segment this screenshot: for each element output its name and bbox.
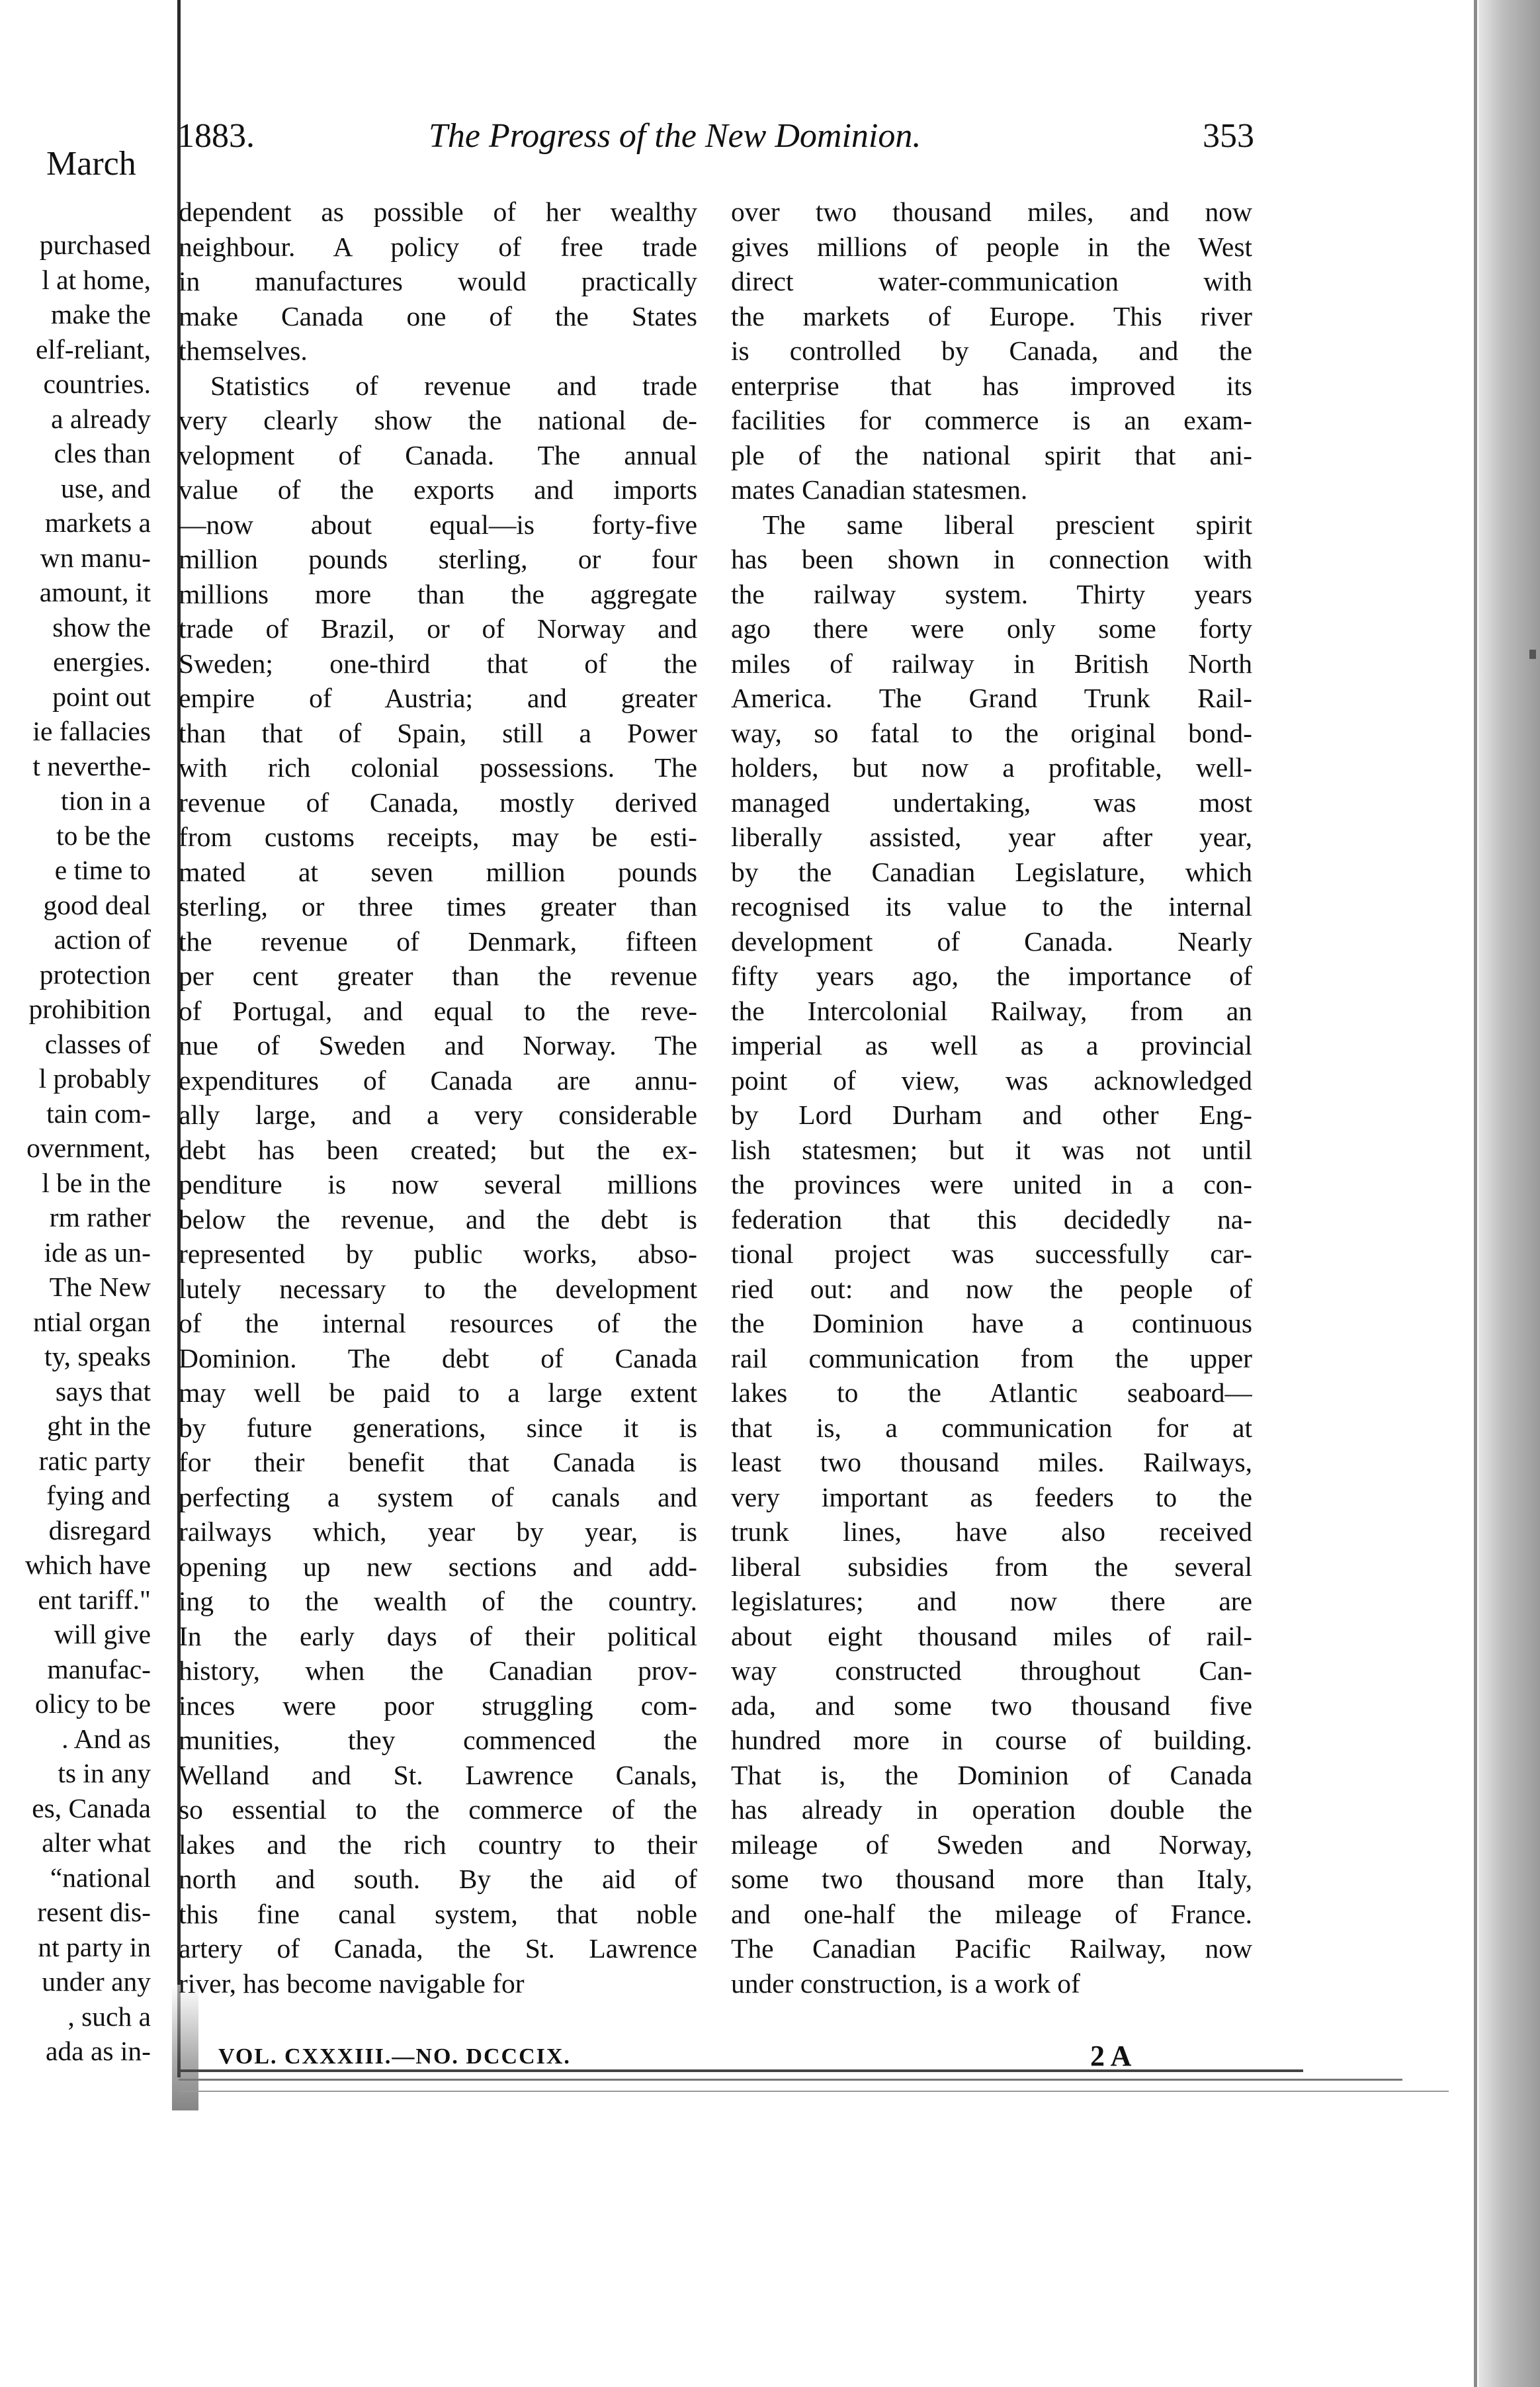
- volume-signature: VOL. CXXXIII.—NO. DCCCIX.: [218, 2044, 571, 2069]
- text-line: ie fallacies: [32, 716, 151, 746]
- text-line: value of the exports and imports: [179, 474, 697, 505]
- text-line: , such a: [67, 2001, 151, 2032]
- text-line: elf-reliant,: [36, 333, 151, 365]
- text-line: enterprise that has improved its: [731, 370, 1252, 401]
- text-line: managed undertaking, was most: [731, 787, 1252, 818]
- edge-mark: [1529, 650, 1536, 659]
- text-line: cles than: [54, 438, 151, 468]
- text-line: tion in a: [60, 785, 151, 816]
- text-line: some two thousand more than Italy,: [731, 1864, 1252, 1894]
- text-line: “national: [50, 1862, 151, 1893]
- text-line: that is, a communication for at: [731, 1412, 1252, 1443]
- text-line: show the: [52, 611, 151, 642]
- signature-mark: 2 A: [1090, 2040, 1132, 2072]
- text-line: ally large, and a very considerable: [179, 1100, 697, 1130]
- text-line: than that of Spain, still a Power: [179, 717, 697, 748]
- text-line: ratic party: [38, 1445, 151, 1476]
- running-head-title: The Progress of the New Dominion.: [429, 117, 921, 155]
- text-line: liberal subsidies from the several: [731, 1551, 1252, 1582]
- text-line: tional project was successfully car-: [731, 1238, 1252, 1269]
- text-line: disregard: [48, 1514, 151, 1545]
- text-line: ple of the national spirit that ani-: [731, 439, 1252, 470]
- text-line: l be in the: [42, 1167, 151, 1198]
- text-line: hundred more in course of building.: [731, 1725, 1252, 1755]
- text-line: has already in operation double the: [731, 1794, 1252, 1825]
- text-column-left: [179, 195, 697, 2001]
- text-line: themselves.: [179, 335, 308, 366]
- text-line: is controlled by Canada, and the: [731, 335, 1252, 366]
- text-line: sterling, or three times greater than: [179, 891, 697, 922]
- text-line: ty, speaks: [44, 1341, 151, 1371]
- text-line: to be the: [56, 820, 151, 851]
- text-line: ried out: and now the people of: [731, 1273, 1252, 1304]
- text-line: gives millions of people in the West: [731, 231, 1252, 262]
- text-line: least two thousand miles. Railways,: [731, 1447, 1252, 1477]
- text-line: munities, they commenced the: [179, 1725, 697, 1755]
- text-line: which have: [24, 1549, 151, 1580]
- text-column-right: [731, 195, 1252, 2001]
- text-line: millions more than the aggregate: [179, 578, 697, 609]
- text-line: point out: [52, 681, 151, 712]
- facing-page-text-fragment: [0, 228, 151, 2069]
- text-line: railways which, year by year, is: [179, 1516, 697, 1547]
- running-head: [177, 116, 1254, 163]
- text-line: river, has become navigable for: [179, 1968, 525, 1999]
- text-line: Sweden; one-third that of the: [179, 648, 697, 679]
- text-line: trunk lines, have also received: [731, 1516, 1252, 1547]
- text-line: perfecting a system of canals and: [179, 1481, 697, 1512]
- text-line: The same liberal prescient spirit: [763, 509, 1252, 540]
- text-line: ide as un-: [44, 1237, 151, 1268]
- text-line: lakes and the rich country to their: [179, 1829, 697, 1860]
- text-line: ing to the wealth of the country.: [179, 1586, 697, 1616]
- text-line: this fine canal system, that noble: [179, 1898, 697, 1929]
- text-line: rail communication from the upper: [731, 1342, 1252, 1373]
- text-line: manufac-: [47, 1653, 151, 1684]
- text-line: expenditures of Canada are annu-: [179, 1064, 697, 1096]
- text-line: so essential to the commerce of the: [179, 1794, 697, 1825]
- text-line: below the revenue, and the debt is: [179, 1203, 697, 1235]
- text-line: the Intercolonial Railway, from an: [731, 995, 1252, 1026]
- text-line: north and south. By the aid of: [179, 1864, 697, 1894]
- text-line: liberally assisted, year after year,: [731, 822, 1252, 852]
- text-line: debt has been created; but the ex-: [179, 1134, 697, 1165]
- text-line: of the internal resources of the: [179, 1308, 697, 1338]
- text-line: make Canada one of the States: [179, 300, 697, 331]
- text-line: alter what: [42, 1827, 151, 1858]
- text-line: velopment of Canada. The annual: [179, 439, 697, 470]
- text-line: ada, and some two thousand five: [731, 1690, 1252, 1721]
- text-line: make the: [51, 299, 151, 329]
- page-bottom-edge: [179, 2091, 1449, 2092]
- text-line: ts in any: [58, 1758, 151, 1788]
- text-line: neighbour. A policy of free trade: [179, 231, 697, 262]
- text-line: recognised its value to the internal: [731, 891, 1252, 922]
- text-line: revenue of Canada, mostly derived: [179, 787, 697, 818]
- text-line: mates Canadian statesmen.: [731, 474, 1028, 505]
- text-line: fifty years ago, the importance of: [731, 961, 1252, 991]
- text-line: lakes to the Atlantic seaboard—: [731, 1377, 1252, 1408]
- text-line: penditure is now several millions: [179, 1169, 697, 1199]
- text-line: imperial as well as a provincial: [731, 1030, 1252, 1061]
- text-line: rm rather: [49, 1202, 151, 1233]
- text-line: resent dis-: [37, 1897, 151, 1927]
- text-line: classes of: [44, 1028, 151, 1059]
- text-line: —now about equal—is forty-five: [179, 509, 697, 540]
- text-line: . And as: [62, 1723, 151, 1754]
- text-line: wn manu-: [40, 542, 151, 573]
- text-line: ent tariff.": [38, 1584, 151, 1615]
- text-line: In the early days of their political: [179, 1620, 697, 1651]
- text-line: es, Canada: [32, 1792, 151, 1823]
- text-line: the markets of Europe. This river: [731, 300, 1252, 331]
- text-line: olicy to be: [34, 1688, 151, 1719]
- text-line: opening up new sections and add-: [179, 1551, 697, 1582]
- text-line: That is, the Dominion of Canada: [731, 1759, 1252, 1790]
- text-line: t neverthe-: [32, 750, 151, 781]
- text-line: the Dominion have a continuous: [731, 1308, 1252, 1338]
- text-line: protection: [39, 959, 151, 990]
- text-line: action of: [54, 924, 151, 955]
- text-line: development of Canada. Nearly: [731, 926, 1252, 957]
- text-line: countries.: [43, 369, 151, 399]
- text-line: by the Canadian Legislature, which: [731, 856, 1252, 887]
- text-line: the provinces were united in a con-: [731, 1169, 1252, 1199]
- text-line: direct water-communication with: [731, 266, 1252, 296]
- text-line: good deal: [43, 889, 151, 920]
- text-line: tain com-: [46, 1098, 151, 1129]
- text-line: ago there were only some forty: [731, 613, 1252, 644]
- text-line: Statistics of revenue and trade: [210, 370, 697, 401]
- text-line: miles of railway in British North: [731, 648, 1252, 679]
- text-line: overnment,: [26, 1133, 151, 1163]
- running-head-year: 1883.: [177, 117, 255, 155]
- text-line: trade of Brazil, or of Norway and: [179, 613, 697, 644]
- text-line: prohibition: [28, 994, 151, 1024]
- text-line: very important as feeders to the: [731, 1481, 1252, 1512]
- text-line: will give: [54, 1619, 151, 1649]
- text-line: ada as in-: [45, 2036, 151, 2066]
- page-edge-line: [1474, 0, 1477, 2387]
- text-line: empire of Austria; and greater: [179, 683, 697, 713]
- text-line: a already: [51, 403, 151, 434]
- text-line: with rich colonial possessions. The: [179, 752, 697, 783]
- text-line: by Lord Durham and other Eng-: [731, 1100, 1252, 1130]
- text-line: fying and: [46, 1480, 151, 1510]
- text-line: in manufactures would practically: [179, 266, 697, 296]
- text-line: way constructed throughout Can-: [731, 1655, 1252, 1686]
- text-line: purchased: [39, 230, 151, 260]
- text-line: very clearly show the national de-: [179, 405, 697, 435]
- text-line: federation that this decidedly na-: [731, 1203, 1252, 1235]
- text-line: by future generations, since it is: [179, 1412, 697, 1443]
- text-line: under any: [42, 1966, 151, 1997]
- text-line: inces were poor struggling com-: [179, 1690, 697, 1721]
- text-line: energies.: [53, 646, 151, 677]
- text-line: about eight thousand miles of rail-: [731, 1620, 1252, 1651]
- text-line: Dominion. The debt of Canada: [179, 1342, 697, 1373]
- text-line: amount, it: [39, 577, 151, 607]
- text-line: from customs receipts, may be esti-: [179, 822, 697, 852]
- text-line: legislatures; and now there are: [731, 1586, 1252, 1616]
- text-line: and one-half the mileage of France.: [731, 1898, 1252, 1929]
- text-line: per cent greater than the revenue: [179, 961, 697, 991]
- text-line: mileage of Sweden and Norway,: [731, 1829, 1252, 1860]
- text-line: lutely necessary to the development: [179, 1273, 697, 1304]
- text-line: ntial organ: [33, 1306, 151, 1337]
- page-gutter-shading: [1478, 0, 1540, 2387]
- text-line: holders, but now a profitable, well-: [731, 752, 1252, 783]
- text-line: has been shown in connection with: [731, 544, 1252, 574]
- text-line: use, and: [61, 472, 151, 503]
- text-line: under construction, is a work of: [731, 1968, 1080, 1999]
- text-line: lish statesmen; but it was not until: [731, 1134, 1252, 1165]
- text-line: may well be paid to a large extent: [179, 1377, 697, 1408]
- text-line: ght in the: [47, 1410, 151, 1441]
- text-line: way, so fatal to the original bond-: [731, 717, 1252, 748]
- text-line: America. The Grand Trunk Rail-: [731, 683, 1252, 713]
- text-line: over two thousand miles, and now: [731, 196, 1252, 227]
- text-line: of Portugal, and equal to the reve-: [179, 995, 697, 1026]
- text-line: The New: [49, 1272, 151, 1302]
- text-line: the railway system. Thirty years: [731, 578, 1252, 609]
- text-line: million pounds sterling, or four: [179, 544, 697, 574]
- text-line: artery of Canada, the St. Lawrence: [179, 1933, 697, 1964]
- page-bottom-edge: [179, 2069, 1303, 2072]
- page-number: 353: [1203, 117, 1254, 155]
- text-line: facilities for commerce is an exam-: [731, 405, 1252, 435]
- text-line: The Canadian Pacific Railway, now: [731, 1933, 1252, 1964]
- text-line: dependent as possible of her wealthy: [179, 196, 697, 227]
- text-line: mated at seven million pounds: [179, 856, 697, 887]
- text-line: represented by public works, abso-: [179, 1238, 697, 1269]
- text-line: markets a: [44, 507, 151, 538]
- text-line: Welland and St. Lawrence Canals,: [179, 1759, 697, 1790]
- text-line: l at home,: [42, 264, 151, 295]
- text-line: for their benefit that Canada is: [179, 1447, 697, 1477]
- text-line: nt party in: [38, 1931, 151, 1962]
- text-line: e time to: [54, 855, 151, 885]
- text-line: history, when the Canadian prov-: [179, 1655, 697, 1686]
- text-line: says that: [55, 1375, 151, 1407]
- text-line: nue of Sweden and Norway. The: [179, 1030, 697, 1061]
- text-line: the revenue of Denmark, fifteen: [179, 926, 697, 957]
- text-line: l probably: [38, 1063, 151, 1094]
- facing-page-running-head: March: [46, 145, 136, 183]
- page-bottom-edge: [179, 2079, 1402, 2081]
- text-line: point of view, was acknowledged: [731, 1064, 1252, 1096]
